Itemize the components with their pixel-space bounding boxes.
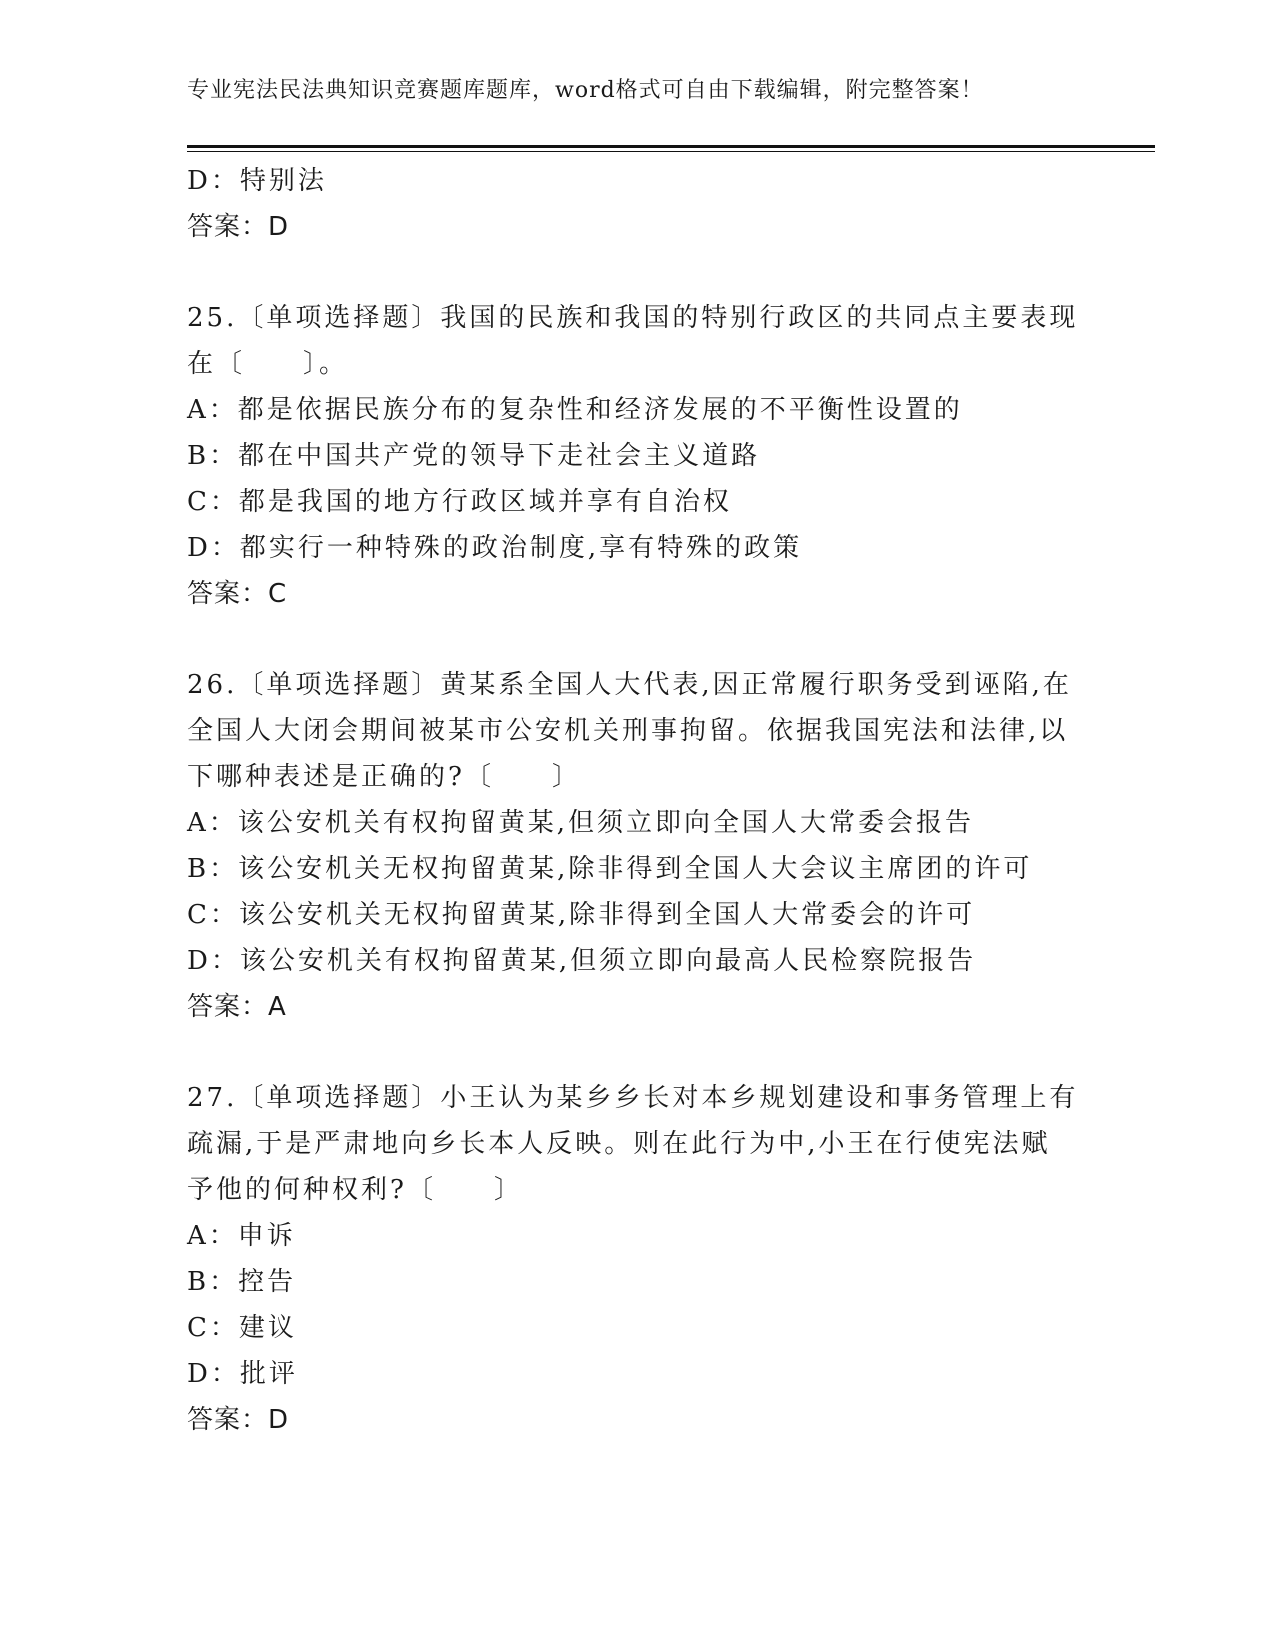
stem-line: 下哪种表述是正确的?〔 〕: [187, 762, 581, 792]
stem-line: 全国人大闭会期间被某市公安机关刑事拘留。依据我国宪法和法律,以: [187, 716, 1069, 746]
stem-line: 25.〔单项选择题〕我国的民族和我国的特别行政区的共同点主要表现: [187, 303, 1079, 333]
option-c: C：建议: [187, 1313, 297, 1343]
header-rule-thin: [187, 151, 1155, 152]
option-b: B：控告: [187, 1267, 297, 1297]
option-d: D：该公安机关有权拘留黄某,但须立即向最高人民检察院报告: [187, 946, 977, 976]
option-a: A：该公安机关有权拘留黄某,但须立即向全国人大常委会报告: [187, 808, 975, 838]
stem-line: 26.〔单项选择题〕黄某系全国人大代表,因正常履行职务受到诬陷,在: [187, 670, 1072, 700]
option-c: C：都是我国的地方行政区域并享有自治权: [187, 487, 732, 517]
question-stem: [187, 295, 1087, 387]
option-b: B：该公安机关无权拘留黄某,除非得到全国人大会议主席团的许可: [187, 854, 1033, 884]
stem-line: 疏漏,于是严肃地向乡长本人反映。则在此行为中,小王在行使宪法赋: [187, 1129, 1051, 1159]
question-25: [187, 295, 1087, 617]
prev-question-tail: [187, 158, 1087, 250]
page-header: 专业宪法民法典知识竞赛题库题库，word格式可自由下载编辑，附完整答案！: [187, 78, 984, 103]
option-d: D：特别法: [187, 166, 327, 196]
option-c: C：该公安机关无权拘留黄某,除非得到全国人大常委会的许可: [187, 900, 976, 930]
option-d: D：批评: [187, 1359, 298, 1389]
question-stem: [187, 1075, 1087, 1213]
header-rule-thick: [187, 145, 1155, 148]
option-d: D：都实行一种特殊的政治制度,享有特殊的政策: [187, 533, 803, 563]
stem-line: 予他的何种权利?〔 〕: [187, 1175, 523, 1205]
answer-line: 答案：C: [187, 579, 288, 609]
stem-line: 在〔 〕。: [187, 349, 349, 379]
answer-line: 答案：D: [187, 212, 290, 242]
question-27: [187, 1075, 1087, 1443]
question-list: [187, 158, 1087, 1443]
question-26: [187, 662, 1087, 1030]
option-a: A：申诉: [187, 1221, 296, 1251]
stem-line: 27.〔单项选择题〕小王认为某乡乡长对本乡规划建设和事务管理上有: [187, 1083, 1079, 1113]
option-a: A：都是依据民族分布的复杂性和经济发展的不平衡性设置的: [187, 395, 963, 425]
answer-line: 答案：A: [187, 992, 287, 1022]
question-stem: [187, 662, 1087, 800]
answer-line: 答案：D: [187, 1405, 290, 1435]
option-b: B：都在中国共产党的领导下走社会主义道路: [187, 441, 761, 471]
